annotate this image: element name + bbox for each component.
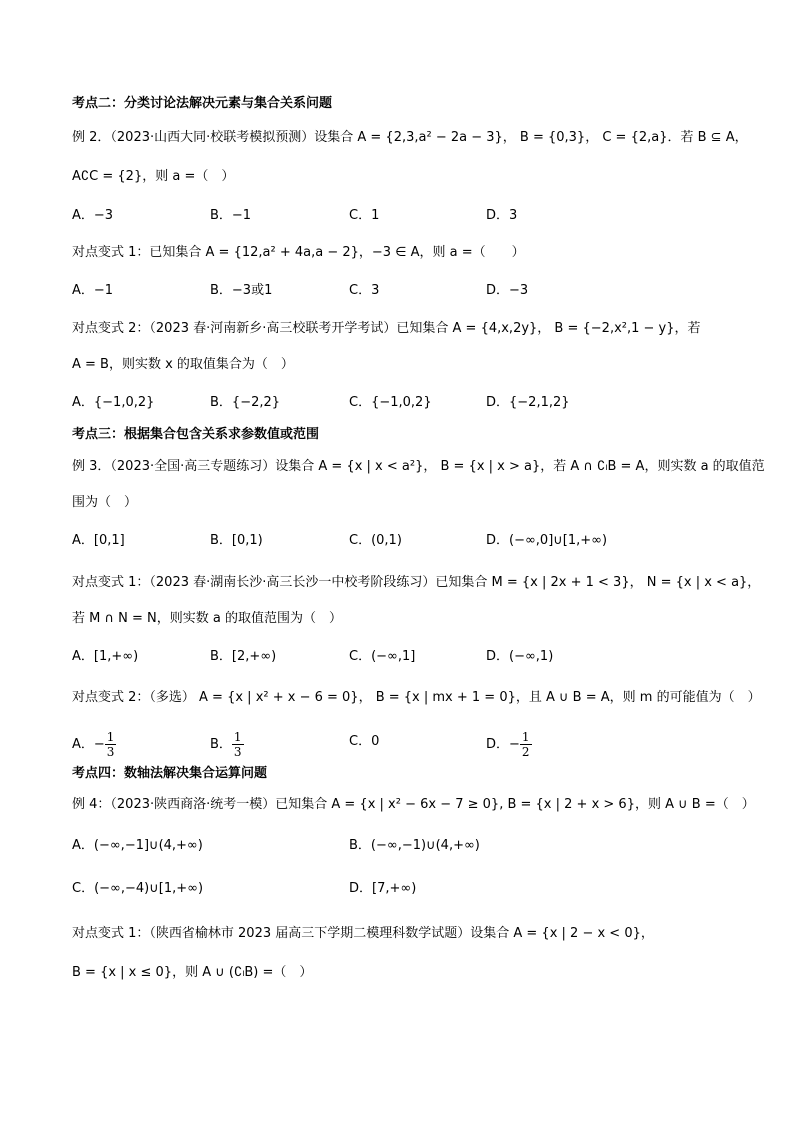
option-b[interactable]: B．[2,+∞): [210, 649, 277, 664]
option-b[interactable]: B．−3或1: [210, 283, 273, 298]
option-c[interactable]: C．3: [349, 283, 380, 298]
variant-4-1-stem-line-1: 对点变式 1：（陕西省榆林市 2023 届高三下学期二模理科数学试题）设集合 A = {x | 2 − x < 0}，: [72, 926, 654, 941]
option-c[interactable]: C．{−1,0,2}: [349, 395, 432, 410]
example-3-stem-line-2: 围为（ ）: [72, 495, 138, 510]
option-a[interactable]: A．{−1,0,2}: [72, 395, 155, 410]
fraction: [232, 730, 244, 759]
option-a-prefix: A．−: [72, 737, 105, 752]
example-4-options-row-2: [72, 877, 732, 901]
variant-3-1-stem-line-1: 对点变式 1：（2023 春·湖南长沙·高三长沙一中校考阶段练习）已知集合 M = {x | 2x + 1 < 3}， N = {x | x < a}，: [72, 575, 761, 590]
denominator: 2: [521, 745, 530, 759]
variant-3-1-stem-line-2: 若 M ∩ N = N，则实数 a 的取值范围为（ ）: [72, 611, 342, 626]
option-c[interactable]: C．1: [349, 208, 380, 223]
variant-2-2-options: [72, 391, 732, 415]
example-4-options-row-1: [72, 834, 732, 858]
option-d-prefix: D．−: [486, 737, 520, 752]
variant-2-2-stem-line-2: A = B，则实数 x 的取值集合为（ ）: [72, 357, 294, 372]
denominator: 3: [106, 745, 115, 759]
variant-4-1-stem-line-2: B = {x | x ≤ 0}，则 A ∪ (∁ₗB) =（ ）: [72, 965, 313, 980]
option-d[interactable]: D．(−∞,0]∪[1,+∞): [486, 533, 608, 548]
option-d[interactable]: D．(−∞,1): [486, 649, 554, 664]
option-c[interactable]: C．(0,1): [349, 533, 402, 548]
option-d[interactable]: [486, 730, 532, 759]
numerator: 1: [521, 730, 530, 744]
option-a[interactable]: A．−1: [72, 283, 114, 298]
example-2-options: [72, 204, 732, 228]
example-3-stem-line-1: 例 3．（2023·全国·高三专题练习）设集合 A = {x | x < a²}， B = {x | x > a}，若 A ∩ ∁ₗB = A，则实数 a 的取值范: [72, 459, 765, 474]
option-a[interactable]: A．[0,1]: [72, 533, 125, 548]
variant-2-1-stem: 对点变式 1：已知集合 A = {12,a² + 4a,a − 2}，−3 ∈ A，则 a =（ ）: [72, 245, 525, 260]
example-2-stem-line-2: A∁C = {2}，则 a =（ ）: [72, 169, 235, 184]
variant-2-2-stem-line-1: 对点变式 2：（2023 春·河南新乡·高三校联考开学考试）已知集合 A = {4,x,2y}， B = {−2,x²,1 − y}，若: [72, 321, 701, 336]
option-a[interactable]: A．[1,+∞): [72, 649, 139, 664]
section-heading-k2: 考点二：分类讨论法解决元素与集合关系问题: [72, 96, 333, 111]
section-heading-k3: 考点三：根据集合包含关系求参数值或范围: [72, 427, 320, 442]
example-2-stem-line-1: 例 2．（2023·山西大同·校联考模拟预测）设集合 A = {2,3,a² − 2a − 3}， B = {0,3}， C = {2,a}．若 B ⊆ A，: [72, 130, 748, 145]
variant-2-1-options: [72, 279, 732, 303]
option-b[interactable]: B．(−∞,−1)∪(4,+∞): [349, 838, 480, 853]
fraction: [520, 730, 532, 759]
option-a[interactable]: A．−3: [72, 208, 114, 223]
variant-3-2-stem: 对点变式 2：（多选） A = {x | x² + x − 6 = 0}， B = {x | mx + 1 = 0}，且 A ∪ B = A，则 m 的可能值为（ ）: [72, 690, 761, 705]
option-c[interactable]: C．0: [349, 734, 380, 749]
denominator: 3: [233, 745, 242, 759]
section-heading-k4: 考点四：数轴法解决集合运算问题: [72, 766, 268, 781]
variant-3-1-options: [72, 645, 732, 669]
option-d[interactable]: D．3: [486, 208, 518, 223]
numerator: 1: [106, 730, 115, 744]
option-a[interactable]: [72, 730, 116, 759]
example-3-options: [72, 529, 732, 553]
variant-3-2-options: [72, 730, 732, 764]
option-b[interactable]: B．{−2,2}: [210, 395, 281, 410]
option-d[interactable]: D．[7,+∞): [349, 881, 417, 896]
option-c[interactable]: C．(−∞,1]: [349, 649, 416, 664]
example-4-stem: 例 4：（2023·陕西商洛·统考一模）已知集合 A = {x | x² − 6x − 7 ≥ 0}, B = {x | 2 + x > 6}，则 A ∪ B =（ ）: [72, 797, 755, 812]
option-b[interactable]: [210, 730, 244, 759]
option-d[interactable]: D．−3: [486, 283, 529, 298]
option-b[interactable]: B．[0,1): [210, 533, 263, 548]
fraction: [105, 730, 117, 759]
numerator: 1: [233, 730, 242, 744]
option-b[interactable]: B．−1: [210, 208, 252, 223]
option-a[interactable]: A．(−∞,−1]∪(4,+∞): [72, 838, 203, 853]
option-b-prefix: B．: [210, 737, 232, 752]
option-d[interactable]: D．{−2,1,2}: [486, 395, 570, 410]
option-c[interactable]: C．(−∞,−4)∪[1,+∞): [72, 881, 204, 896]
